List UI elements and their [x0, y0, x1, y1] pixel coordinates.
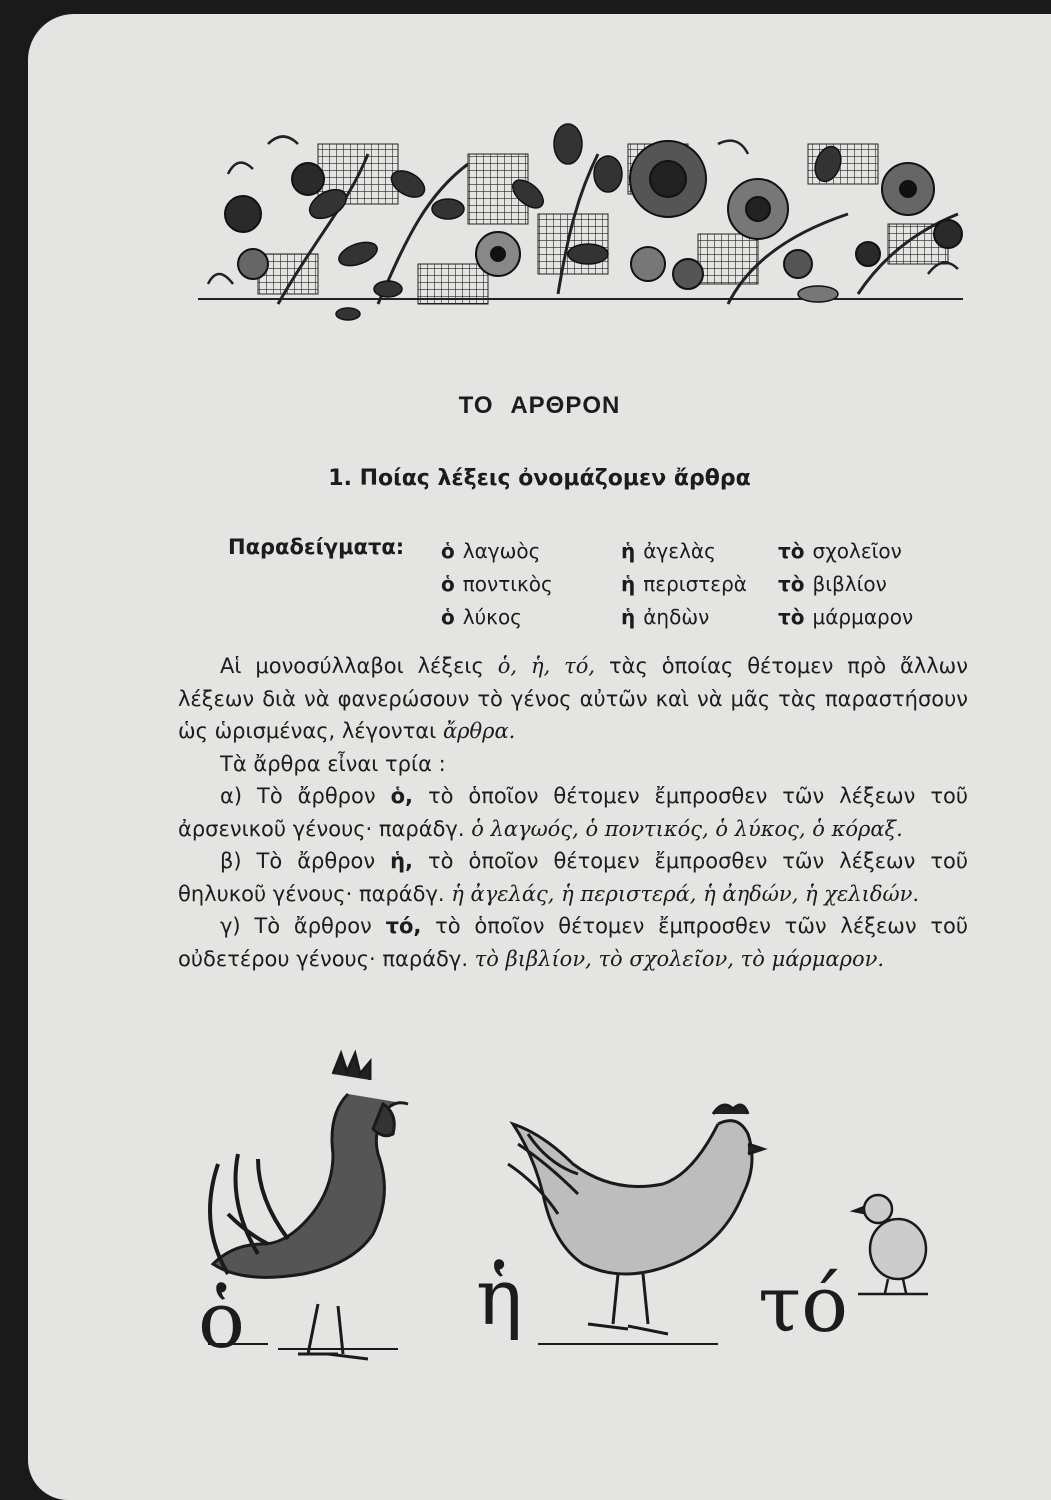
chick-drawing	[854, 1195, 928, 1294]
example-item: τὸ μάρμαρον	[778, 605, 914, 629]
example-item: ἡ ἀηδὼν	[621, 605, 710, 629]
neuter-article-paragraph: γ) Τὸ ἄρθρον τό, τὸ ὁποῖον θέτομεν ἔμπροσθεν τῶν λέξεων τοῦ οὐδετέρου γένους· παράδγ. τὸ βιβλίον, τὸ σχολεῖον, τὸ μάρμαρον.	[178, 914, 968, 971]
example-item: ὁ ποντικὸς	[441, 572, 553, 596]
example-item: ὁ λαγωὸς	[441, 539, 541, 563]
examples-neuter-column	[778, 535, 913, 634]
example-item: ὁ λύκος	[441, 605, 522, 629]
examples-label: Παραδείγματα:	[228, 535, 405, 559]
article-letter-masculine: ὁ	[198, 1276, 245, 1366]
page-title: ΤΟ ΑΡΘΡΟΝ	[458, 392, 621, 419]
hen-drawing	[508, 1105, 763, 1344]
example-item: ἡ ἀγελὰς	[621, 539, 716, 563]
examples-feminine-column	[621, 535, 747, 634]
book-page	[28, 14, 1051, 1500]
feminine-article-paragraph: β) Τὸ ἄρθρον ἡ, τὸ ὁποῖον θέτομεν ἔμπροσθεν τῶν λέξεων τοῦ θηλυκοῦ γένους· παράδγ. ἡ ἀγελάς, ἡ περιστερά, ἡ ἀηδών, ἡ χελιδών.	[178, 849, 968, 906]
example-item: τὸ βιβλίον	[778, 572, 887, 596]
definition-paragraph: Αἱ μονοσύλλαβοι λέξεις ὁ, ἡ, τό, τὰς ὁποίας θέτομεν πρὸ ἄλλων λέξεων διὰ νὰ φανερώσουν τὸ γένος αὐτῶν καὶ νὰ μᾶς τὰς παραστήσουν ὡς ὡρισμένας, λέγονται ἄρθρα.	[178, 654, 968, 743]
masculine-article-paragraph: α) Τὸ ἄρθρον ὁ, τὸ ὁποῖον θέτομεν ἔμπροσθεν τῶν λέξεων τοῦ ἀρσενικοῦ γένους· παράδγ. ὁ λαγωός, ὁ ποντικός, ὁ λύκος, ὁ κόραξ.	[178, 784, 968, 841]
example-item: τὸ σχολεῖον	[778, 539, 902, 563]
articles-count-paragraph: Τὰ ἄρθρα εἶναι τρία :	[220, 751, 446, 776]
example-item: ἡ περιστερὰ	[621, 572, 747, 596]
article-letter-feminine: ἡ	[476, 1253, 523, 1343]
floral-ornament-banner	[168, 114, 968, 329]
article-letter-neuter: τό	[758, 1260, 849, 1350]
examples-masculine-column	[441, 535, 553, 634]
body-text	[178, 650, 968, 975]
section-heading: 1. Ποίας λέξεις ὀνομάζομεν ἄρθρα	[328, 466, 751, 491]
